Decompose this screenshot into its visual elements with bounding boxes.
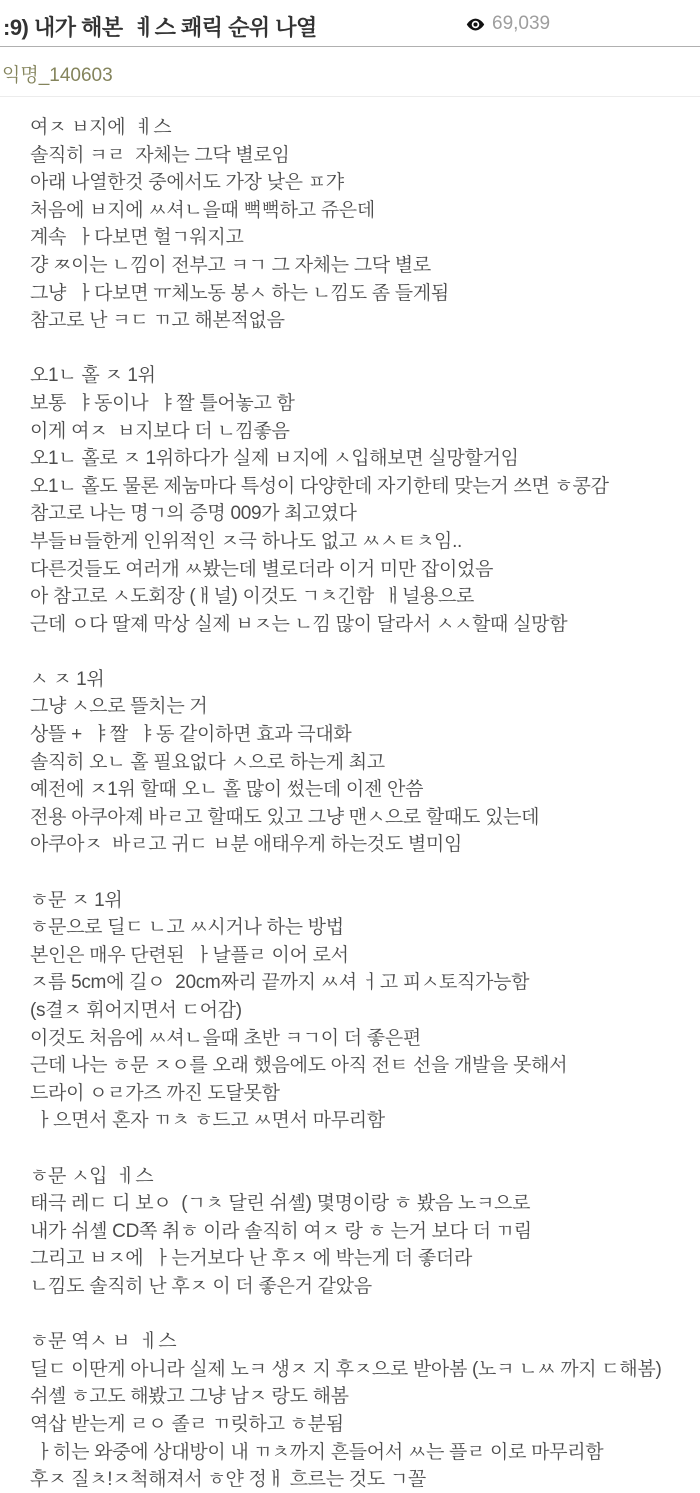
author-bar (0, 47, 700, 97)
view-counter (466, 13, 550, 35)
body-line (30, 1301, 690, 1329)
body-line: 그냥 ㅅ으로 뜰치는 거 (30, 696, 208, 718)
body-line: ㅎ문 역ㅅ ㅂ ㅔ스 (30, 1331, 177, 1353)
body-line: 근데 나는 ㅎ문 ㅈㅇ를 오래 했음에도 아직 전ㅌ 선을 개발을 못해서 (30, 1055, 568, 1077)
body-line: 근데 ㅇ다 딸졔 막상 실제 ㅂㅈ는 ㄴ낌 많이 달라서 ㅅㅅ할때 실망함 (30, 613, 568, 635)
body-line: 솔직히 ㅋㄹ 자체는 그닥 별로임 (30, 144, 290, 166)
body-line: ㅎ문으로 딜ㄷ ㄴ고 ㅆ시거나 하는 방법 (30, 917, 344, 939)
body-line: 다른것들도 여러개 ㅆ봤는데 별로더라 이거 미만 잡이었음 (30, 558, 494, 580)
body-line: 그리고 ㅂㅈ에 ㅏ는거보다 난 후ㅈ 에 박는게 더 좋더라 (30, 1248, 472, 1270)
body-line: 예전에 ㅈ1위 할때 오ㄴ 홀 많이 썼는데 이젠 안씀 (30, 779, 424, 801)
body-line (30, 638, 690, 666)
body-line (30, 859, 690, 887)
body-line: ㅅ ㅈ 1위 (30, 668, 105, 690)
body-line: 본인은 매우 단련된 ㅏ날플ㄹ 이어 로서 (30, 944, 349, 966)
body-line: 부들ㅂ들한게 인위적인 ㅈ극 하나도 없고 ㅆㅅㅌㅊ임.. (30, 530, 463, 552)
body-line: 드라이 ㅇㄹ가즈 까진 도달못함 (30, 1082, 280, 1104)
body-line: 그냥 ㅏ다보면 ㅠ체노동 봉ㅅ 하는 ㄴ낌도 좀 들게됨 (30, 282, 449, 304)
body-line: 태극 레ㄷ 디 보ㅇ (ㄱㅊ 달린 쉬셸) 몇명이랑 ㅎ 봤음 노ㅋ으로 (30, 1193, 531, 1215)
body-line: (s결ㅈ 휘어지면서 ㄷ어감) (30, 1000, 242, 1021)
post-title-bar (0, 0, 700, 47)
body-line: ㅎ문 ㅈ 1위 (30, 889, 123, 911)
body-line: 전용 아쿠아졔 바ㄹ고 할때도 있고 그냥 맨ㅅ으로 할때도 있는데 (30, 806, 540, 828)
body-line: 쉬셸 ㅎ고도 해봤고 그냥 남ㅈ 랑도 해봄 (30, 1386, 349, 1408)
body-line: 상뜰 + ㅑ짤 ㅑ동 같이하면 효과 극대화 (30, 724, 352, 746)
body-line: 아 참고로 ㅅ도회장 (ㅐ널) 이것도 ㄱㅊ긴함 ㅐ널용으로 (30, 586, 475, 608)
eye-icon (466, 15, 485, 34)
body-line: 오1ㄴ 홀로 ㅈ 1위하다가 실제 ㅂ지에 ㅅ입해보면 실망할거임 (30, 448, 519, 470)
body-line: 솔직히 오ㄴ 홀 필요없다 ㅅ으로 하는게 최고 (30, 751, 385, 773)
post-title: :9) 내가 해본 ㅖ스 쾌릭 순위 나열 (3, 15, 317, 40)
body-line: 처음에 ㅂ지에 ㅆ셔ㄴ을때 뻑뻑하고 쥬은데 (30, 199, 375, 221)
body-line: 이것도 처음에 ㅆ셔ㄴ을때 초반 ㅋㄱ이 더 좋은편 (30, 1027, 421, 1049)
author-name: 익명_140603 (2, 65, 113, 86)
body-line: ㄴ낌도 솔직히 난 후ㅈ 이 더 좋은거 같았음 (30, 1275, 372, 1297)
body-line: 참고로 난 ㅋㄷ ㄲ고 해본적없음 (30, 310, 285, 332)
body-line (30, 1135, 690, 1163)
view-count: 69,039 (492, 13, 551, 34)
body-line: 역삽 받는게 ㄹㅇ 졸ㄹ ㄲ릿하고 ㅎ분됨 (30, 1413, 344, 1435)
body-line: ㅈ름 5cm에 길ㅇ 20cm짜리 끝까지 ㅆ셔 ㅓ고 피ㅅ토직가능함 (30, 972, 530, 994)
body-line: 걍 ㅉ이는 ㄴ낌이 전부고 ㅋㄱ 그 자체는 그닥 별로 (30, 254, 431, 276)
body-line: 참고로 나는 명ㄱ의 증명 009가 최고였다 (30, 503, 357, 525)
post-body (0, 97, 700, 1493)
body-line: 보통 ㅑ동이나 ㅑ짤 틀어놓고 함 (30, 392, 295, 414)
body-line: 아쿠아ㅈ 바ㄹ고 귀ㄷ ㅂ분 애태우게 하는것도 별미임 (30, 834, 463, 856)
body-line: 여ㅈ ㅂ지에 ㅖ스 (30, 117, 172, 138)
body-line: ㅎ문 ㅅ입 ㅔ스 (30, 1165, 154, 1187)
body-line: 오1ㄴ 홀 ㅈ 1위 (30, 365, 156, 387)
body-line: 아래 나열한것 중에서도 가장 낮은 ㅍ갸 (30, 172, 344, 194)
body-line: 이게 여ㅈ ㅂ지보다 더 ㄴ낌좋음 (30, 420, 290, 442)
body-line (30, 335, 690, 363)
body-line: ㅏ히는 와중에 상대방이 내 ㄲㅊ까지 흔들어서 ㅆ는 플ㄹ 이로 마무리함 (30, 1441, 604, 1463)
body-line: 후ㅈ 질ㅊ!ㅈ척해져서 ㅎ얀 정ㅐ 흐르는 것도 ㄱ꼴 (30, 1469, 426, 1491)
body-line: 딜ㄷ 이딴게 아니라 실제 노ㅋ 생ㅈ 지 후ㅈ으로 받아봄 (노ㅋ ㄴㅆ 까지 ㄷ해봄) (30, 1358, 662, 1380)
body-line: 오1ㄴ 홀도 물론 제눔마다 특성이 다양한데 자기한테 맞는거 쓰면 ㅎ콩감 (30, 475, 609, 497)
body-line: ㅏ으면서 혼자 ㄲㅊ ㅎ드고 ㅆ면서 마무리함 (30, 1110, 385, 1132)
body-line: 내가 쉬셸 CD쪽 취ㅎ 이라 솔직히 여ㅈ 랑 ㅎ 는거 보다 더 ㄲ림 (30, 1220, 532, 1242)
body-line: 계속 ㅏ다보면 헐ㄱ워지고 (30, 227, 244, 249)
